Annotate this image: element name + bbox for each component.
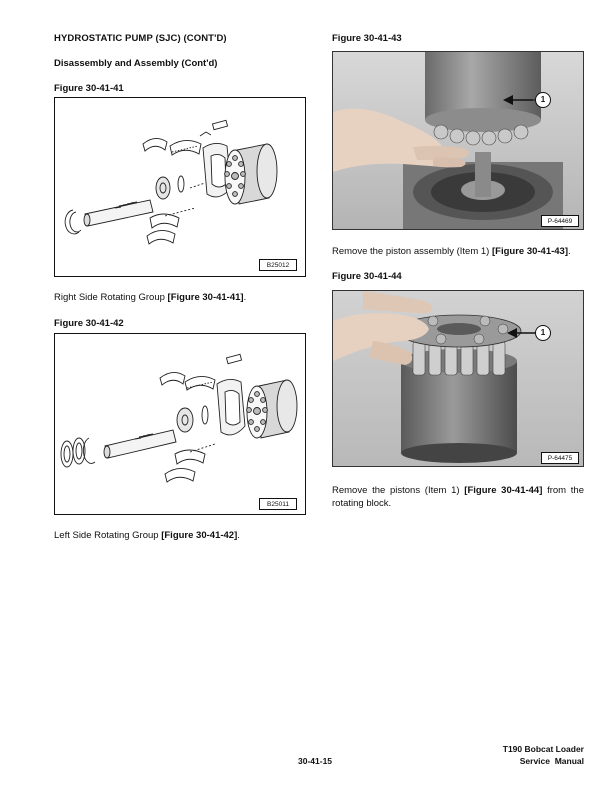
page-title: HYDROSTATIC PUMP (SJC) (CONT'D) (54, 33, 227, 44)
figure-42-caption (54, 530, 306, 543)
callout-item-1: 1 (535, 92, 551, 108)
caption-text: Right Side Rotating Group (54, 292, 168, 303)
figure-44-code: P-64475 (541, 452, 579, 464)
figure-42-code: B25011 (259, 498, 297, 510)
seal-ring-part (61, 441, 73, 467)
figure-43-label: Figure 30-41-43 (332, 33, 402, 44)
manual-title: Service Manual (519, 756, 584, 766)
figure-44-label: Figure 30-41-44 (332, 271, 402, 282)
figure-44-caption (332, 485, 584, 510)
bearing-part (177, 408, 193, 432)
figure-43-photo (332, 51, 584, 230)
caption-end: . (243, 292, 247, 303)
figure-reference: [Figure 30-41-42] (161, 530, 238, 541)
right-rotating-group-illustration (55, 98, 305, 276)
figure-43-code: P-64469 (541, 215, 579, 227)
figure-43-caption (332, 246, 584, 259)
figure-41-label: Figure 30-41-41 (54, 83, 124, 94)
product-name: T190 Bobcat Loader (502, 744, 584, 754)
figure-41-caption (54, 292, 306, 305)
figure-42-drawing-frame (54, 333, 306, 515)
piston-assembly-photo (333, 52, 584, 230)
caption-end: . (237, 530, 240, 541)
figure-41-code: B25012 (259, 259, 297, 271)
caption-end: . (568, 246, 571, 257)
figure-reference: [Figure 30-41-43] (491, 246, 569, 257)
bearing-part (156, 177, 170, 199)
pistons-removal-photo (333, 291, 584, 467)
snap-ring-part (65, 210, 79, 234)
caption-text: Remove the piston assembly (Item 1) (332, 246, 492, 257)
callout-item-1: 1 (535, 325, 551, 341)
figure-41-drawing-frame (54, 97, 306, 277)
page-number: 30-41-15 (298, 756, 333, 766)
caption-end: from the rotating block. (332, 485, 584, 509)
figure-reference: [Figure 30-41-41] (167, 292, 244, 303)
caption-text: Left Side Rotating Group (54, 530, 162, 541)
figure-reference: [Figure 30-41-44] (464, 485, 543, 496)
figure-44-photo (332, 290, 584, 467)
section-subtitle: Disassembly and Assembly (Cont'd) (54, 58, 218, 69)
caption-text: Remove the pistons (Item 1) (332, 485, 465, 496)
figure-42-label: Figure 30-41-42 (54, 318, 124, 329)
left-rotating-group-illustration (55, 334, 305, 514)
